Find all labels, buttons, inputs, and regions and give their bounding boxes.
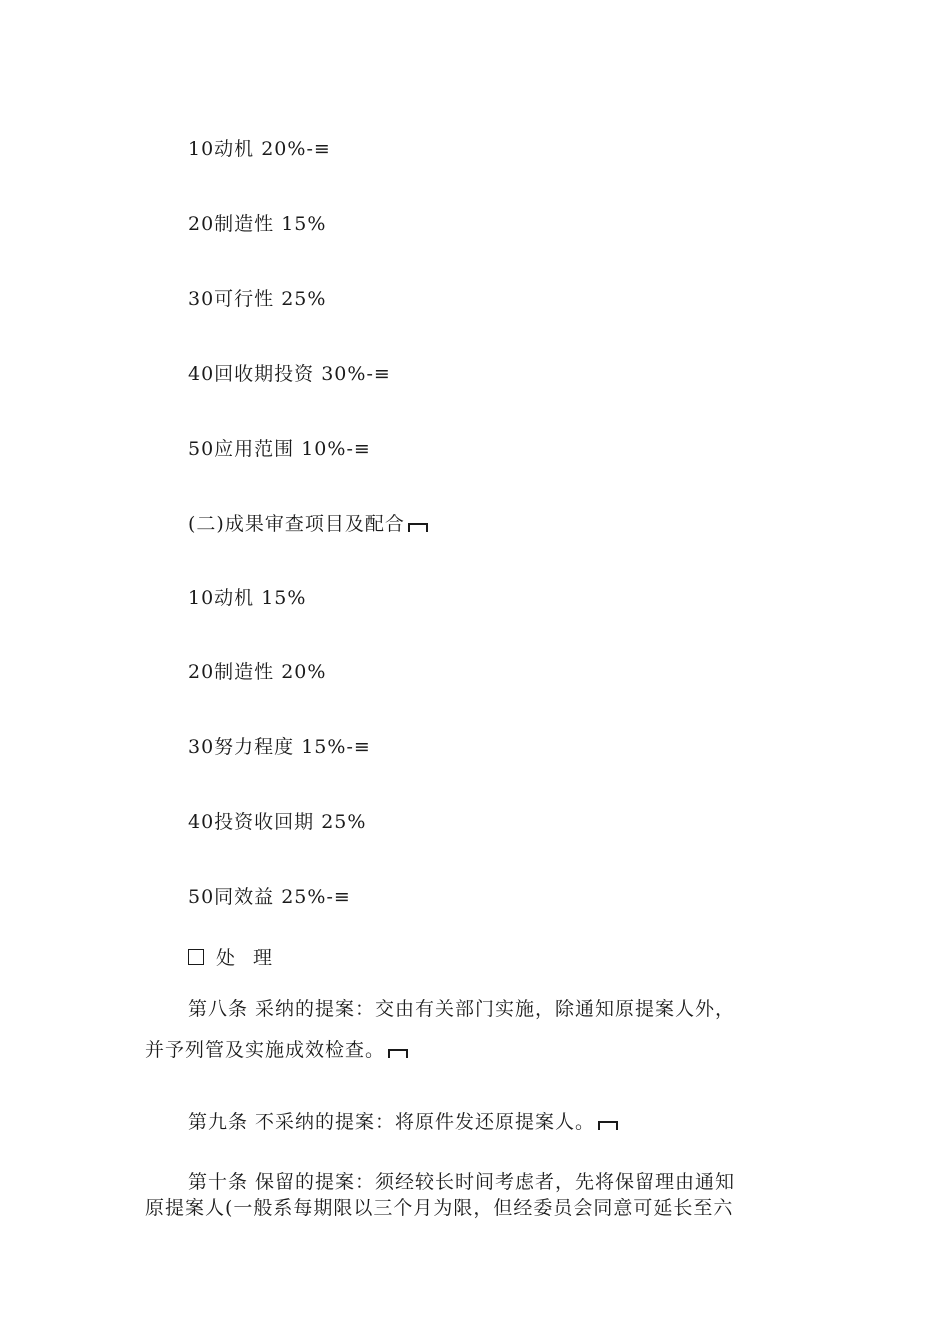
paragraph-text: 原提案人(一般系每期限以三个月为限，但经委员会同意可延长至六 bbox=[145, 1197, 734, 1219]
review-line-benefit bbox=[188, 885, 351, 909]
article-10-line-2 bbox=[145, 1196, 733, 1220]
paragraph-text: 并予列管及实施成效检查。 bbox=[145, 1039, 386, 1061]
line-text: 30可行性 25% bbox=[188, 288, 327, 310]
line-text: 40回收期投资 30%-≡ bbox=[188, 363, 391, 385]
line-text: 50应用范围 10%-≡ bbox=[188, 438, 371, 460]
criteria-line-scope bbox=[188, 437, 371, 461]
criteria-line-creativity bbox=[188, 212, 326, 236]
line-text: 10动机 20%-≡ bbox=[188, 138, 331, 160]
paragraph-text: 第九条 不采纳的提案：将原件发还原提案人。 bbox=[188, 1111, 596, 1133]
heading-text: (二)成果审查项目及配合 bbox=[188, 513, 405, 535]
return-mark-icon bbox=[388, 1049, 408, 1058]
article-10-line-1 bbox=[188, 1170, 735, 1194]
review-line-effort bbox=[188, 735, 371, 759]
empty-square-icon bbox=[188, 949, 204, 965]
line-text: 30努力程度 15%-≡ bbox=[188, 736, 371, 758]
paragraph-text: 第十条 保留的提案：须经较长时间考虑者，先将保留理由通知 bbox=[188, 1171, 736, 1193]
paragraph-text: 第八条 采纳的提案：交由有关部门实施，除通知原提案人外， bbox=[188, 998, 736, 1020]
criteria-line-feasibility bbox=[188, 287, 326, 311]
criteria-line-motive bbox=[188, 137, 331, 161]
review-line-creativity bbox=[188, 660, 326, 684]
article-9 bbox=[188, 1110, 618, 1134]
article-8-line-1 bbox=[188, 997, 735, 1021]
line-text: 10动机 15% bbox=[188, 587, 307, 609]
review-line-payback bbox=[188, 810, 366, 834]
heading-text: 处 理 bbox=[216, 947, 279, 969]
line-text: 50同效益 25%-≡ bbox=[188, 886, 351, 908]
criteria-line-payback bbox=[188, 362, 391, 386]
section-heading-review bbox=[188, 512, 428, 536]
review-line-motive bbox=[188, 586, 306, 610]
line-text: 20制造性 15% bbox=[188, 213, 327, 235]
line-text: 40投资收回期 25% bbox=[188, 811, 367, 833]
article-8-line-2 bbox=[145, 1038, 408, 1062]
return-mark-icon bbox=[598, 1121, 618, 1130]
return-mark-icon bbox=[408, 523, 428, 532]
section-heading-handling bbox=[188, 946, 278, 970]
line-text: 20制造性 20% bbox=[188, 661, 327, 683]
